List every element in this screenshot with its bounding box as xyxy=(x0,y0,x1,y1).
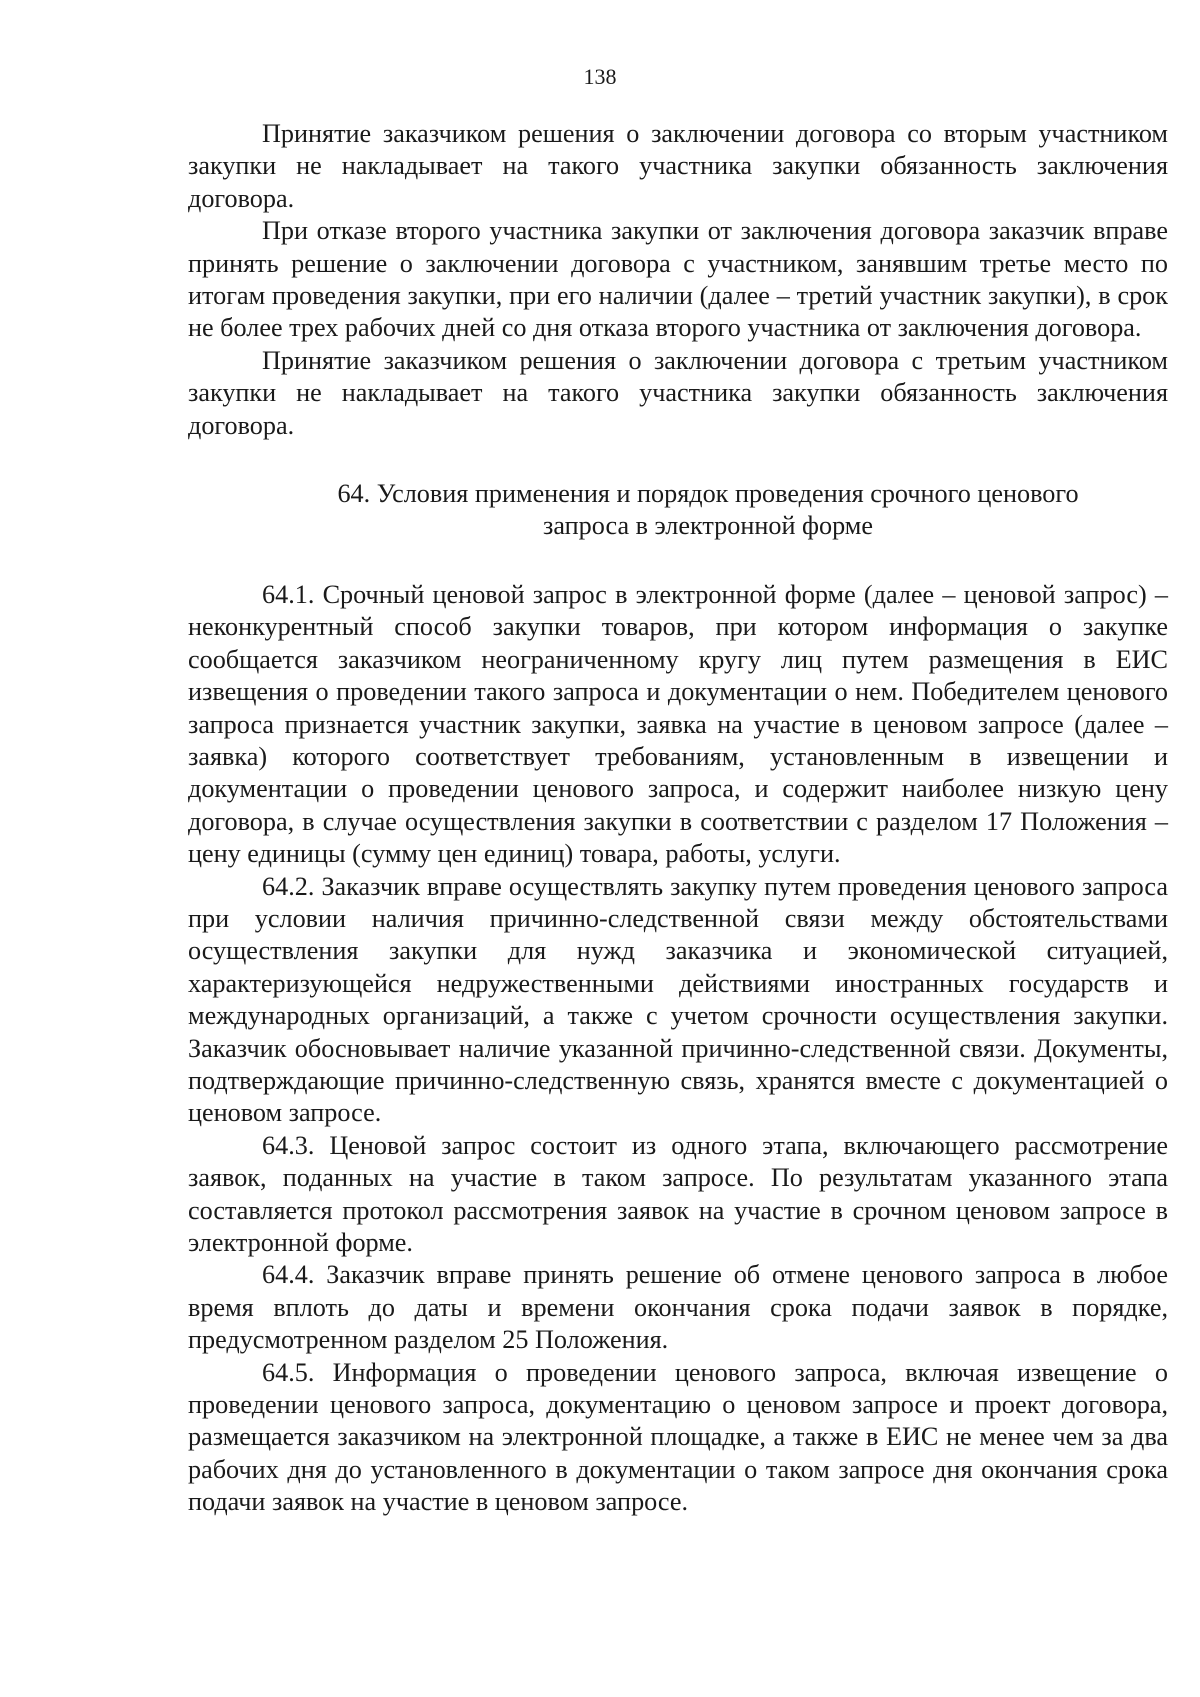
paragraph-top-1: Принятие заказчиком решения о заключении договора со вторым участником закупки не накладывает на такого участника закупки обязанность заключения договора. xyxy=(188,119,1168,213)
paragraph-64-2: 64.2. Заказчик вправе осуществлять закупку путем проведения ценового запроса при условии наличия причинно-следственной связи между обстоятельствами осуществления закупки для нужд заказчика и экономической ситуацией, характеризующейся недружественными действиями иностранных государств и международных организаций, а также с учетом срочности осуществления закупки. Заказчик обосновывает наличие указанной причинно-следственной связи. Документы, подтверждающие причинно-следственную связь, хранятся вместе с документацией о ценовом запросе. xyxy=(188,871,1168,1128)
paragraph-64-1: 64.1. Срочный ценовой запрос в электронной форме (далее – ценовой запрос) – неконкурентный способ закупки товаров, при котором информация о закупке сообщается заказчиком неограниченному кругу лиц путем размещения в ЕИС извещения о проведении такого запроса и документации о нем. Победителем ценового запроса признается участник закупки, заявка на участие в ценовом запросе (далее – заявка) которого соответствует требованиям, установленным в извещении и документации о проведении ценового запроса, и содержит наиболее низкую цену договора, в случае осуществления закупки в соответствии с разделом 17 Положения – цену единицы (сумму цен единиц) товара, работы, услуги. xyxy=(188,579,1168,869)
document-body xyxy=(188,118,1168,1519)
paragraph-64-3: 64.3. Ценовой запрос состоит из одного этапа, включающего рассмотрение заявок, поданных на участие в таком запросе. По результатам указанного этапа составляется протокол рассмотрения заявок на участие в срочном ценовом запросе в электронной форме. xyxy=(188,1130,1168,1257)
page-number: 138 xyxy=(583,64,617,89)
section-heading xyxy=(188,478,1168,543)
paragraph-top-2: При отказе второго участника закупки от заключения договора заказчик вправе принять решение о заключении договора с участником, занявшим третье место по итогам проведения закупки, при его наличии (далее – третий участник закупки), в срок не более трех рабочих дней со дня отказа второго участника от заключения договора. xyxy=(188,216,1168,343)
paragraph-top-3: Принятие заказчиком решения о заключении договора с третьим участником закупки не накладывает на такого участника закупки обязанность заключения договора. xyxy=(188,345,1168,440)
paragraph-64-4: 64.4. Заказчик вправе принять решение об отмене ценового запроса в любое время вплоть до даты и времени окончания срока подачи заявок в порядке, предусмотренном разделом 25 Положения. xyxy=(188,1260,1168,1355)
section-heading-line-1: 64. Условия применения и порядок проведения срочного ценового xyxy=(337,479,1079,509)
paragraph-64-5: 64.5. Информация о проведении ценового запроса, включая извещение о проведении ценового запроса, документацию о ценовом запросе и проект договора, размещается заказчиком на электронной площадке, а также в ЕИС не менее чем за два рабочих дня до установленного в документации о таком запросе дня окончания срока подачи заявок на участие в ценовом запросе. xyxy=(188,1357,1168,1517)
section-heading-line-2: запроса в электронной форме xyxy=(543,511,873,541)
